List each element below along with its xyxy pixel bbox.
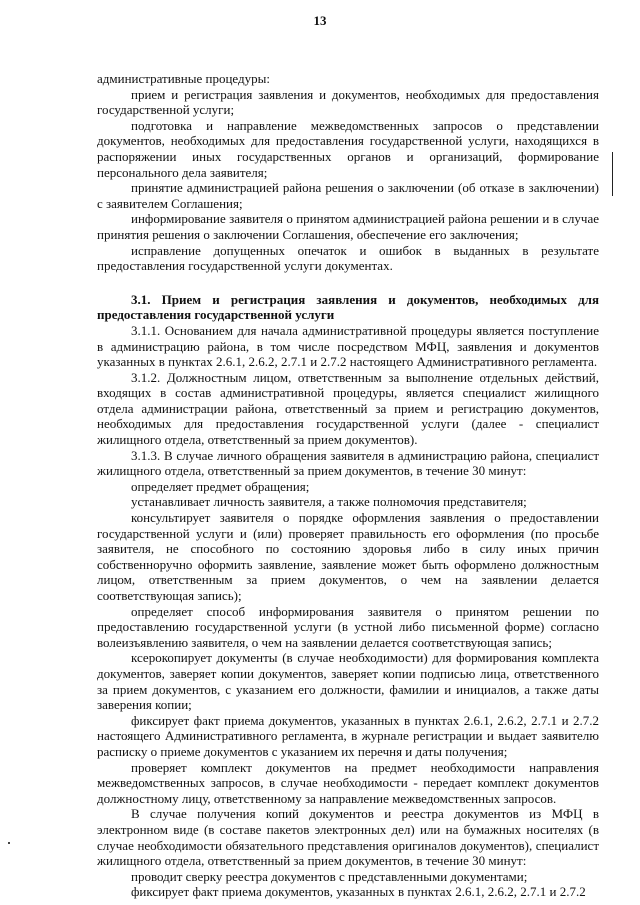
margin-scan-dot <box>8 842 10 844</box>
paragraph: 3.1.3. В случае личного обращения заявителя в администрацию района, специалист жилищного отдела, ответственный за прием документов, в течение 30 минут: <box>97 447 599 479</box>
paragraph: прием и регистрация заявления и документов, необходимых для предоставления государственной услуги; <box>97 86 599 118</box>
page-number: 13 <box>313 13 327 28</box>
margin-scan-mark <box>612 152 613 196</box>
paragraph: определяет способ информирования заявителя о принятом решении по предоставлению государственной услуги (в устной либо письменной форме) согласно волеизъявлению заявителя, о чем на заявлении делается соответствующая запись; <box>97 603 599 650</box>
document-body <box>97 71 599 900</box>
paragraph: подготовка и направление межведомственных запросов о представлении документов, необходимых для предоставления государственной услуги, находящихся в распоряжении иных государственных органов и организаций, формирование персонального дела заявителя; <box>97 117 599 180</box>
section-gap <box>97 274 599 292</box>
paragraph: проверяет комплект документов на предмет необходимости направления межведомственных запросов, в случае необходимости - передает комплект документов должностному лицу, ответственному за направление межведомственных запросов. <box>97 759 599 806</box>
paragraph: проводит сверку реестра документов с представленными документами; <box>131 868 528 884</box>
paragraph: фиксирует факт приема документов, указанных в пунктах 2.6.1, 2.6.2, 2.7.1 и 2.7.2 настоящего Административного регламента, в журнале регистрации и выдает заявителю расписку о приеме документов с указанием их перечня и даты получения; <box>97 712 599 759</box>
paragraph: информирование заявителя о принятом администрацией района решении и в случае принятия решения о заключении Соглашения, обеспечение его заключения; <box>97 211 599 242</box>
paragraph: исправление допущенных опечаток и ошибок в выданных в результате предоставления государственной услуги документах. <box>97 242 599 274</box>
paragraph: ксерокопирует документы (в случае необходимости) для формирования комплекта документов, заверяет копии документов, заверяет копии подписью лица, ответственного за прием документов, с указанием его должности, фамилии и инициалов, а также даты заверения копии; <box>97 650 599 713</box>
paragraph: принятие администрацией района решения о заключении (об отказе в заключении) с заявителем Соглашения; <box>97 180 599 211</box>
section-heading: 3.1. Прием и регистрация заявления и документов, необходимых для предоставления государственной услуги <box>97 291 599 323</box>
paragraph: 3.1.2. Должностным лицом, ответственным за выполнение отдельных действий, входящих в состав административной процедуры, является специалист жилищного отдела администрации района, ответственный за прием и регистрацию документов, необходимых для предоставления государственной услуги (далее - специалист жилищного отдела, ответственный за прием документов). <box>97 369 599 448</box>
paragraph: В случае получения копий документов и реестра документов из МФЦ в электронном виде (в составе пакетов электронных дел) или на бумажных носителях (в случае необходимости обязательного представления оригиналов документов), специалист жилищного отдела, ответственный за прием документов, в течение 30 минут: <box>97 806 599 869</box>
paragraph: административные процедуры: <box>97 71 270 86</box>
paragraph: фиксирует факт приема документов, указанных в пунктах 2.6.1, 2.6.2, 2.7.1 и 2.7.2 <box>131 884 586 900</box>
paragraph: устанавливает личность заявителя, а также полномочия представителя; <box>131 494 527 510</box>
paragraph: 3.1.1. Основанием для начала административной процедуры является поступление в администрацию района, в том числе посредством МФЦ, заявления и документов указанных в пунктах 2.6.1, 2.6.2, 2.7.1 и 2.7.2 настоящего Административного регламента. <box>97 322 599 370</box>
paragraph: консультирует заявителя о порядке оформления заявления о предоставлении государственной услуги и (или) проверяет правильность его оформления (по просьбе заявителя, не способного по состоянию здоровья либо в силу иных причин собственноручно оформить заявление, заявление может быть оформлено должностным лицом, ответственным за прием документов, о чем на заявлении делается соответствующая запись); <box>97 510 599 603</box>
paragraph: определяет предмет обращения; <box>131 478 310 494</box>
